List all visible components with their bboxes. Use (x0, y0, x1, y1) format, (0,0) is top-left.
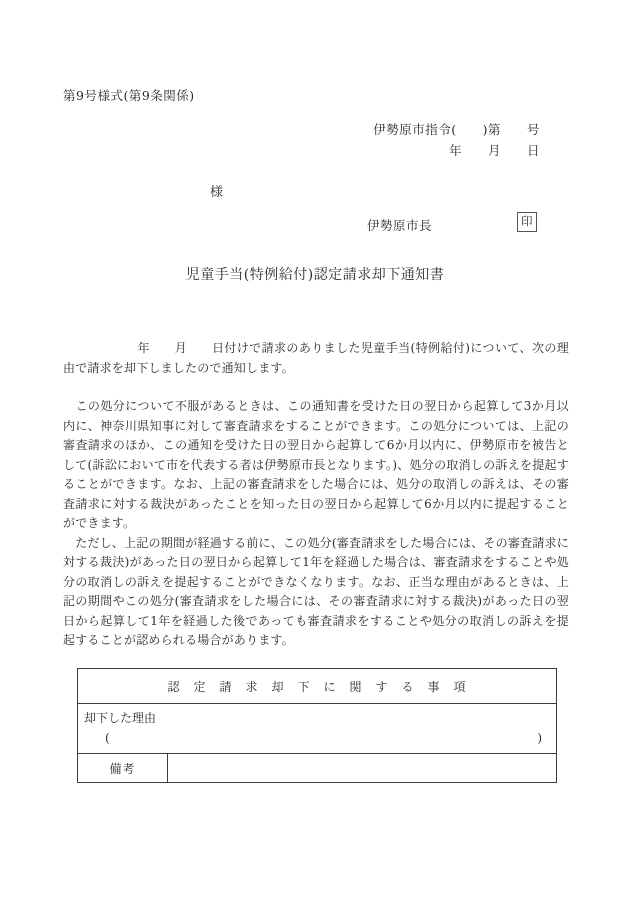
table-header: 認 定 請 求 却 下 に 関 す る 事 項 (78, 669, 556, 704)
rejection-details-table (77, 668, 557, 783)
remarks-value (168, 754, 556, 782)
open-paren: ( (105, 731, 110, 745)
rejection-reason-row (78, 704, 556, 754)
seal-stamp-icon: 印 (517, 212, 537, 232)
remarks-label: 備考 (78, 754, 168, 782)
directive-number-line: 伊勢原市指令( )第 号 (373, 122, 540, 137)
form-number: 第9号様式(第9条関係) (63, 88, 195, 103)
close-paren: ) (537, 731, 542, 745)
issue-date-line: 年 月 日 (448, 143, 540, 158)
directive-block (0, 119, 540, 161)
remarks-row (78, 754, 556, 782)
sender-title: 伊勢原市長 (367, 218, 433, 233)
appeal-info-paragraph: この処分について不服があるときは、この通知書を受けた日の翌日から起算して3か月以内に、神奈川県知事に対して審査請求をすることができます。この処分については、上記の審査請求のほか、この通知を受けた日の翌日から起算して6か月以内に、伊勢原市を被告として(訴訟において市を代表する者は伊勢原市長となります。)、処分の取消しの訴えを提起することができます。なお、上記の審査請求をした場合には、処分の取消しの訴えは、その審査請求に対する裁決があったことを知った日の翌日から起算して6か月以内に提起することができます。 (63, 399, 569, 530)
document-title: 児童手当(特例給付)認定請求却下通知書 (185, 267, 445, 283)
proviso-paragraph: ただし、上記の期間が経過する前に、この処分(審査請求をした場合には、その審査請求に対する裁決)があった日の翌日から起算して1年を経過した場合は、審査請求をすることや処分の取消しの訴えを提起することができなくなります。なお、正当な理由があるときは、上記の期間やこの処分(審査請求をした場合には、その審査請求に対する裁決)があった日の翌日から起算して1年を経過した後であっても審査請求をすることや処分の取消しの訴えを提起することが認められる場合があります。 (63, 535, 569, 647)
rejection-reason-label: 却下した理由 (84, 711, 157, 725)
intro-paragraph: 年 月 日付けで請求のありました児童手当(特例給付)について、次の理由で請求を却下しましたので通知します。 (63, 341, 569, 375)
body-text (63, 339, 569, 651)
addressee-suffix: 様 (210, 185, 224, 200)
rejection-reason-blank (105, 731, 542, 745)
